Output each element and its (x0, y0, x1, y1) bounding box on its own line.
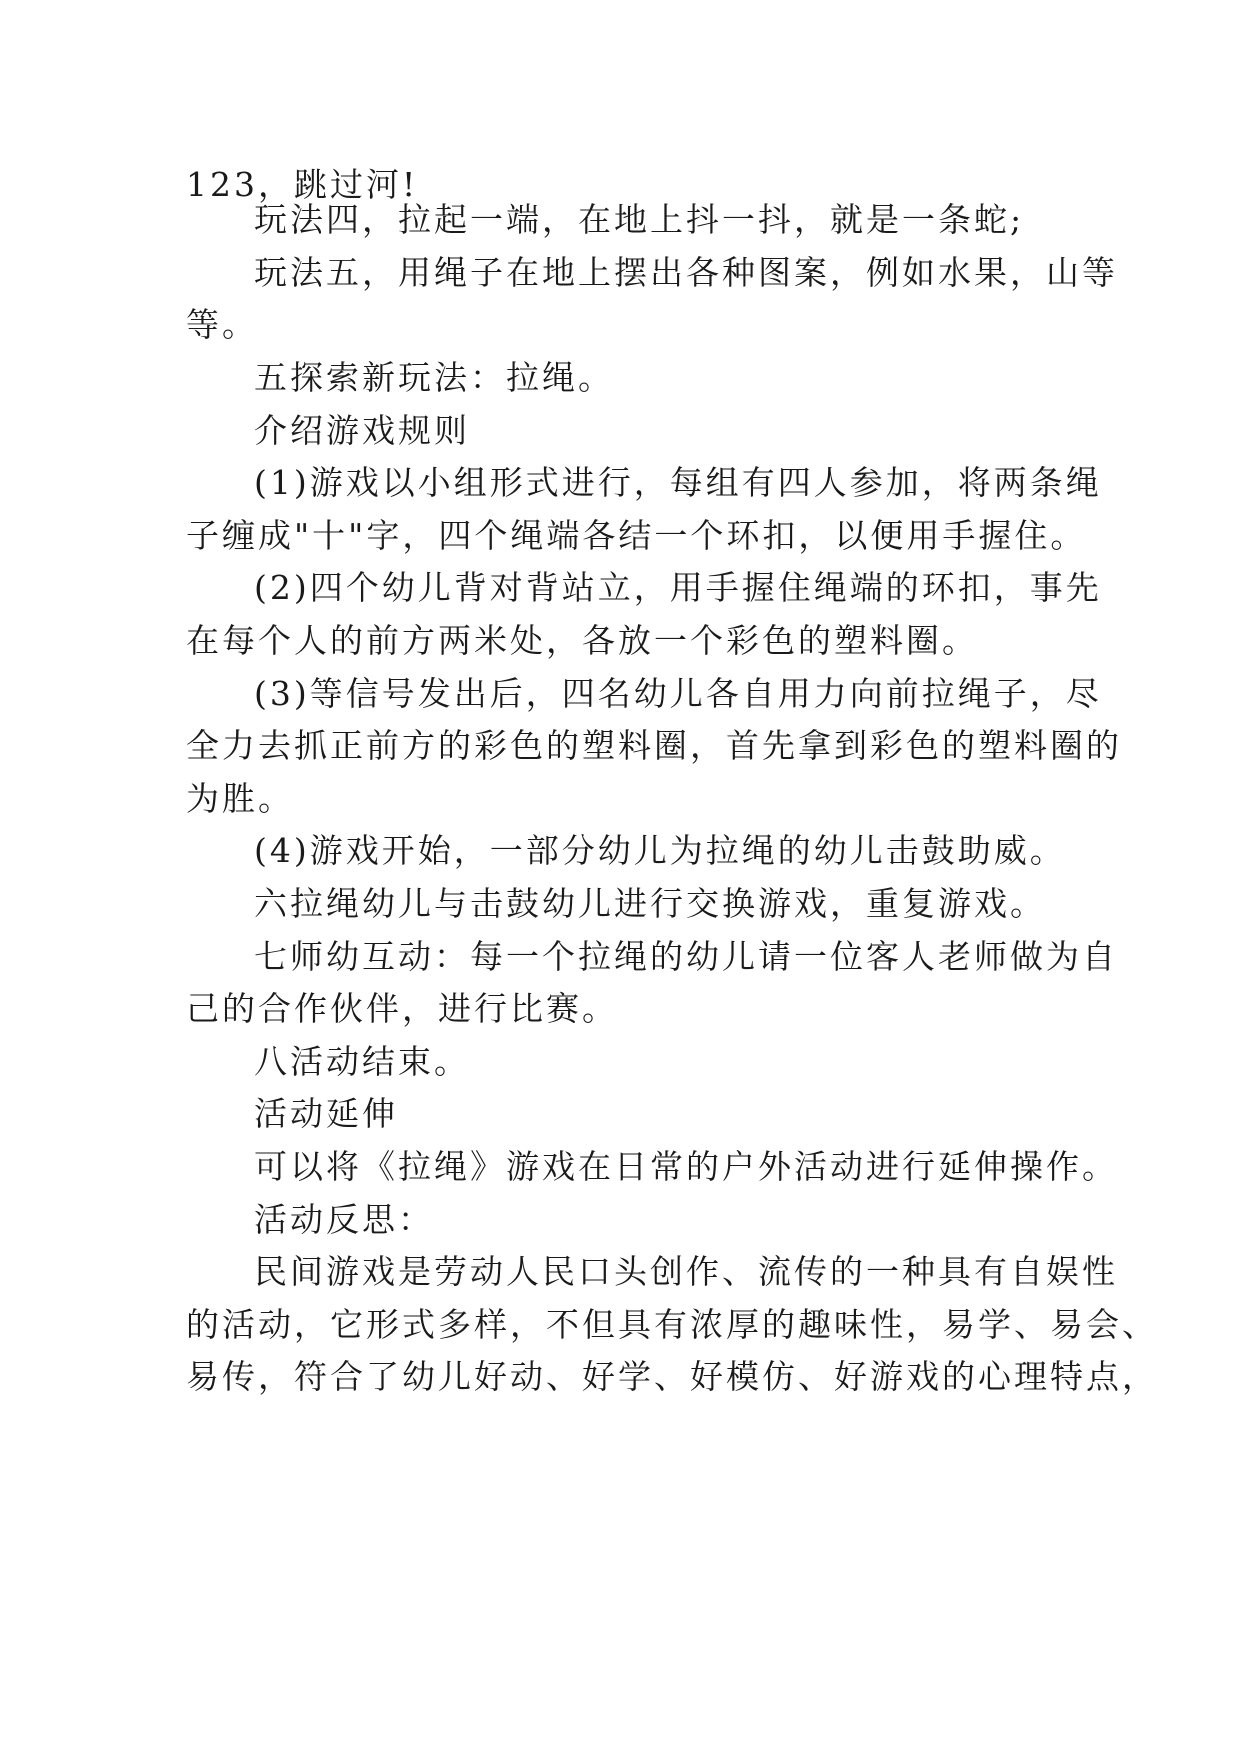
text-line: (2)四个幼儿背对背站立，用手握住绳端的环扣，事先 (254, 568, 1102, 607)
text-line: 可以将《拉绳》游戏在日常的户外活动进行延伸操作。 (254, 1147, 1118, 1186)
text-line: 在每个人的前方两米处，各放一个彩色的塑料圈。 (186, 621, 978, 660)
text-line: 玩法四，拉起一端，在地上抖一抖，就是一条蛇; (254, 200, 1025, 239)
text-line: 己的合作伙伴，进行比赛。 (186, 989, 618, 1028)
text-line: 七师幼互动：每一个拉绳的幼儿请一位客人老师做为自 (254, 937, 1118, 976)
text-line: 123，跳过河! (186, 165, 419, 204)
text-line: 活动延伸 (254, 1094, 398, 1133)
text-line: 八活动结束。 (254, 1042, 470, 1081)
text-line: 活动反思： (254, 1200, 434, 1239)
text-line: 等。 (186, 305, 258, 344)
text-line: 介绍游戏规则 (254, 411, 470, 450)
text-line: 六拉绳幼儿与击鼓幼儿进行交换游戏，重复游戏。 (254, 884, 1046, 923)
text-line: 子缠成"十"字，四个绳端各结一个环扣，以便用手握住。 (186, 516, 1087, 555)
text-line: 为胜。 (186, 779, 294, 818)
text-line: (4)游戏开始，一部分幼儿为拉绳的幼儿击鼓助威。 (254, 831, 1066, 870)
text-line: (3)等信号发出后，四名幼儿各自用力向前拉绳子，尽 (254, 674, 1102, 713)
text-line: 民间游戏是劳动人民口头创作、流传的一种具有自娱性 (254, 1252, 1118, 1291)
text-line: 的活动，它形式多样，不但具有浓厚的趣味性，易学、易会、 (186, 1305, 1158, 1344)
text-line: (1)游戏以小组形式进行，每组有四人参加，将两条绳 (254, 463, 1102, 502)
text-line: 全力去抓正前方的彩色的塑料圈，首先拿到彩色的塑料圈的 (186, 726, 1122, 765)
text-line: 玩法五，用绳子在地上摆出各种图案，例如水果，山等 (254, 253, 1118, 292)
text-line: 易传，符合了幼儿好动、好学、好模仿、好游戏的心理特点， (186, 1357, 1158, 1396)
text-line: 五探索新玩法：拉绳。 (254, 358, 614, 397)
